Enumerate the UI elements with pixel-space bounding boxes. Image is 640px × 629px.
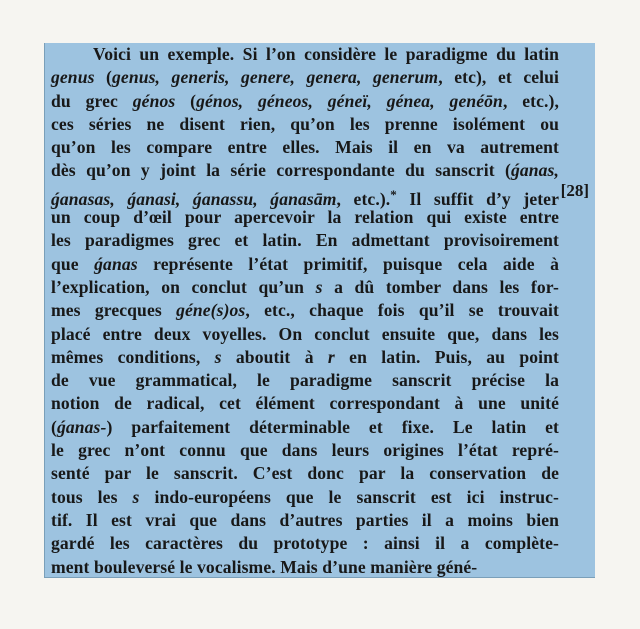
text-line-11: l’explication, on conclut qu’un s a dû tomber dans les for- [51,276,559,297]
text-line-8: un coup d’œil pour apercevoir la relation qui existe entre [51,207,559,228]
text-line-7: ǵanasas, ǵanasi, ǵanassu, ǵanasām, etc.).* Il suffit d’y jeter [51,186,560,209]
page-reference-note: [28] [560,181,589,200]
text-line-18: le grec n’ont connu que dans leurs origines l’état repré- [51,440,559,461]
text-line-12: mes grecques géne(s)os, etc., chaque fois qu’il se trouvait [51,300,559,321]
paragraph [45,43,559,579]
text-line-3: du grec génos (génos, géneos, géneï, génea, genéōn, etc.), [51,90,560,111]
text-line-10: que ǵanas représente l’état primitif, puisque cela aide à [51,253,560,274]
book-page-excerpt [44,43,595,578]
text-line-9: les paradigmes grec et latin. En admettant provisoirement [51,230,559,251]
text-line-22: gardé les caractères du prototype : ainsi il a complète- [51,533,559,554]
text-line-23: ment bouleversé le vocalisme. Mais d’une manière géné- [51,556,478,577]
footnote-marker: * [390,186,397,202]
text-line-5: qu’on les compare entre elles. Mais il en va autrement [51,137,559,158]
text-line-2: genus (genus, generis, genere, genera, generum, etc), et celui [51,67,560,88]
text-line-21: tif. Il est vrai que dans d’autres parties il a moins bien [51,509,559,530]
text-line-14: mêmes conditions, s aboutit à r en latin. Puis, au point [51,346,559,367]
text-line-1: Voici un exemple. Si l’on considère le paradigme du latin [93,44,559,64]
text-line-16: notion de radical, cet élément correspondant à une unité [51,393,559,414]
text-line-15: de vue grammatical, le paradigme sanscrit précise la [51,370,559,391]
text-line-19: senté par le sanscrit. C’est donc par la conservation de [51,463,559,484]
text-line-17: (ǵanas-) parfaitement déterminable et fixe. Le latin et [51,416,559,437]
text-line-20: tous les s indo-européens que le sanscrit est ici instruc- [51,486,559,507]
text-line-13: placé entre deux voyelles. On conclut ensuite que, dans les [51,323,559,344]
text-line-6: dès qu’on y joint la série correspondante du sanscrit (ǵanas, [51,160,559,181]
text-line-4: ces séries ne disent rien, qu’on les prenne isolément ou [51,113,559,134]
